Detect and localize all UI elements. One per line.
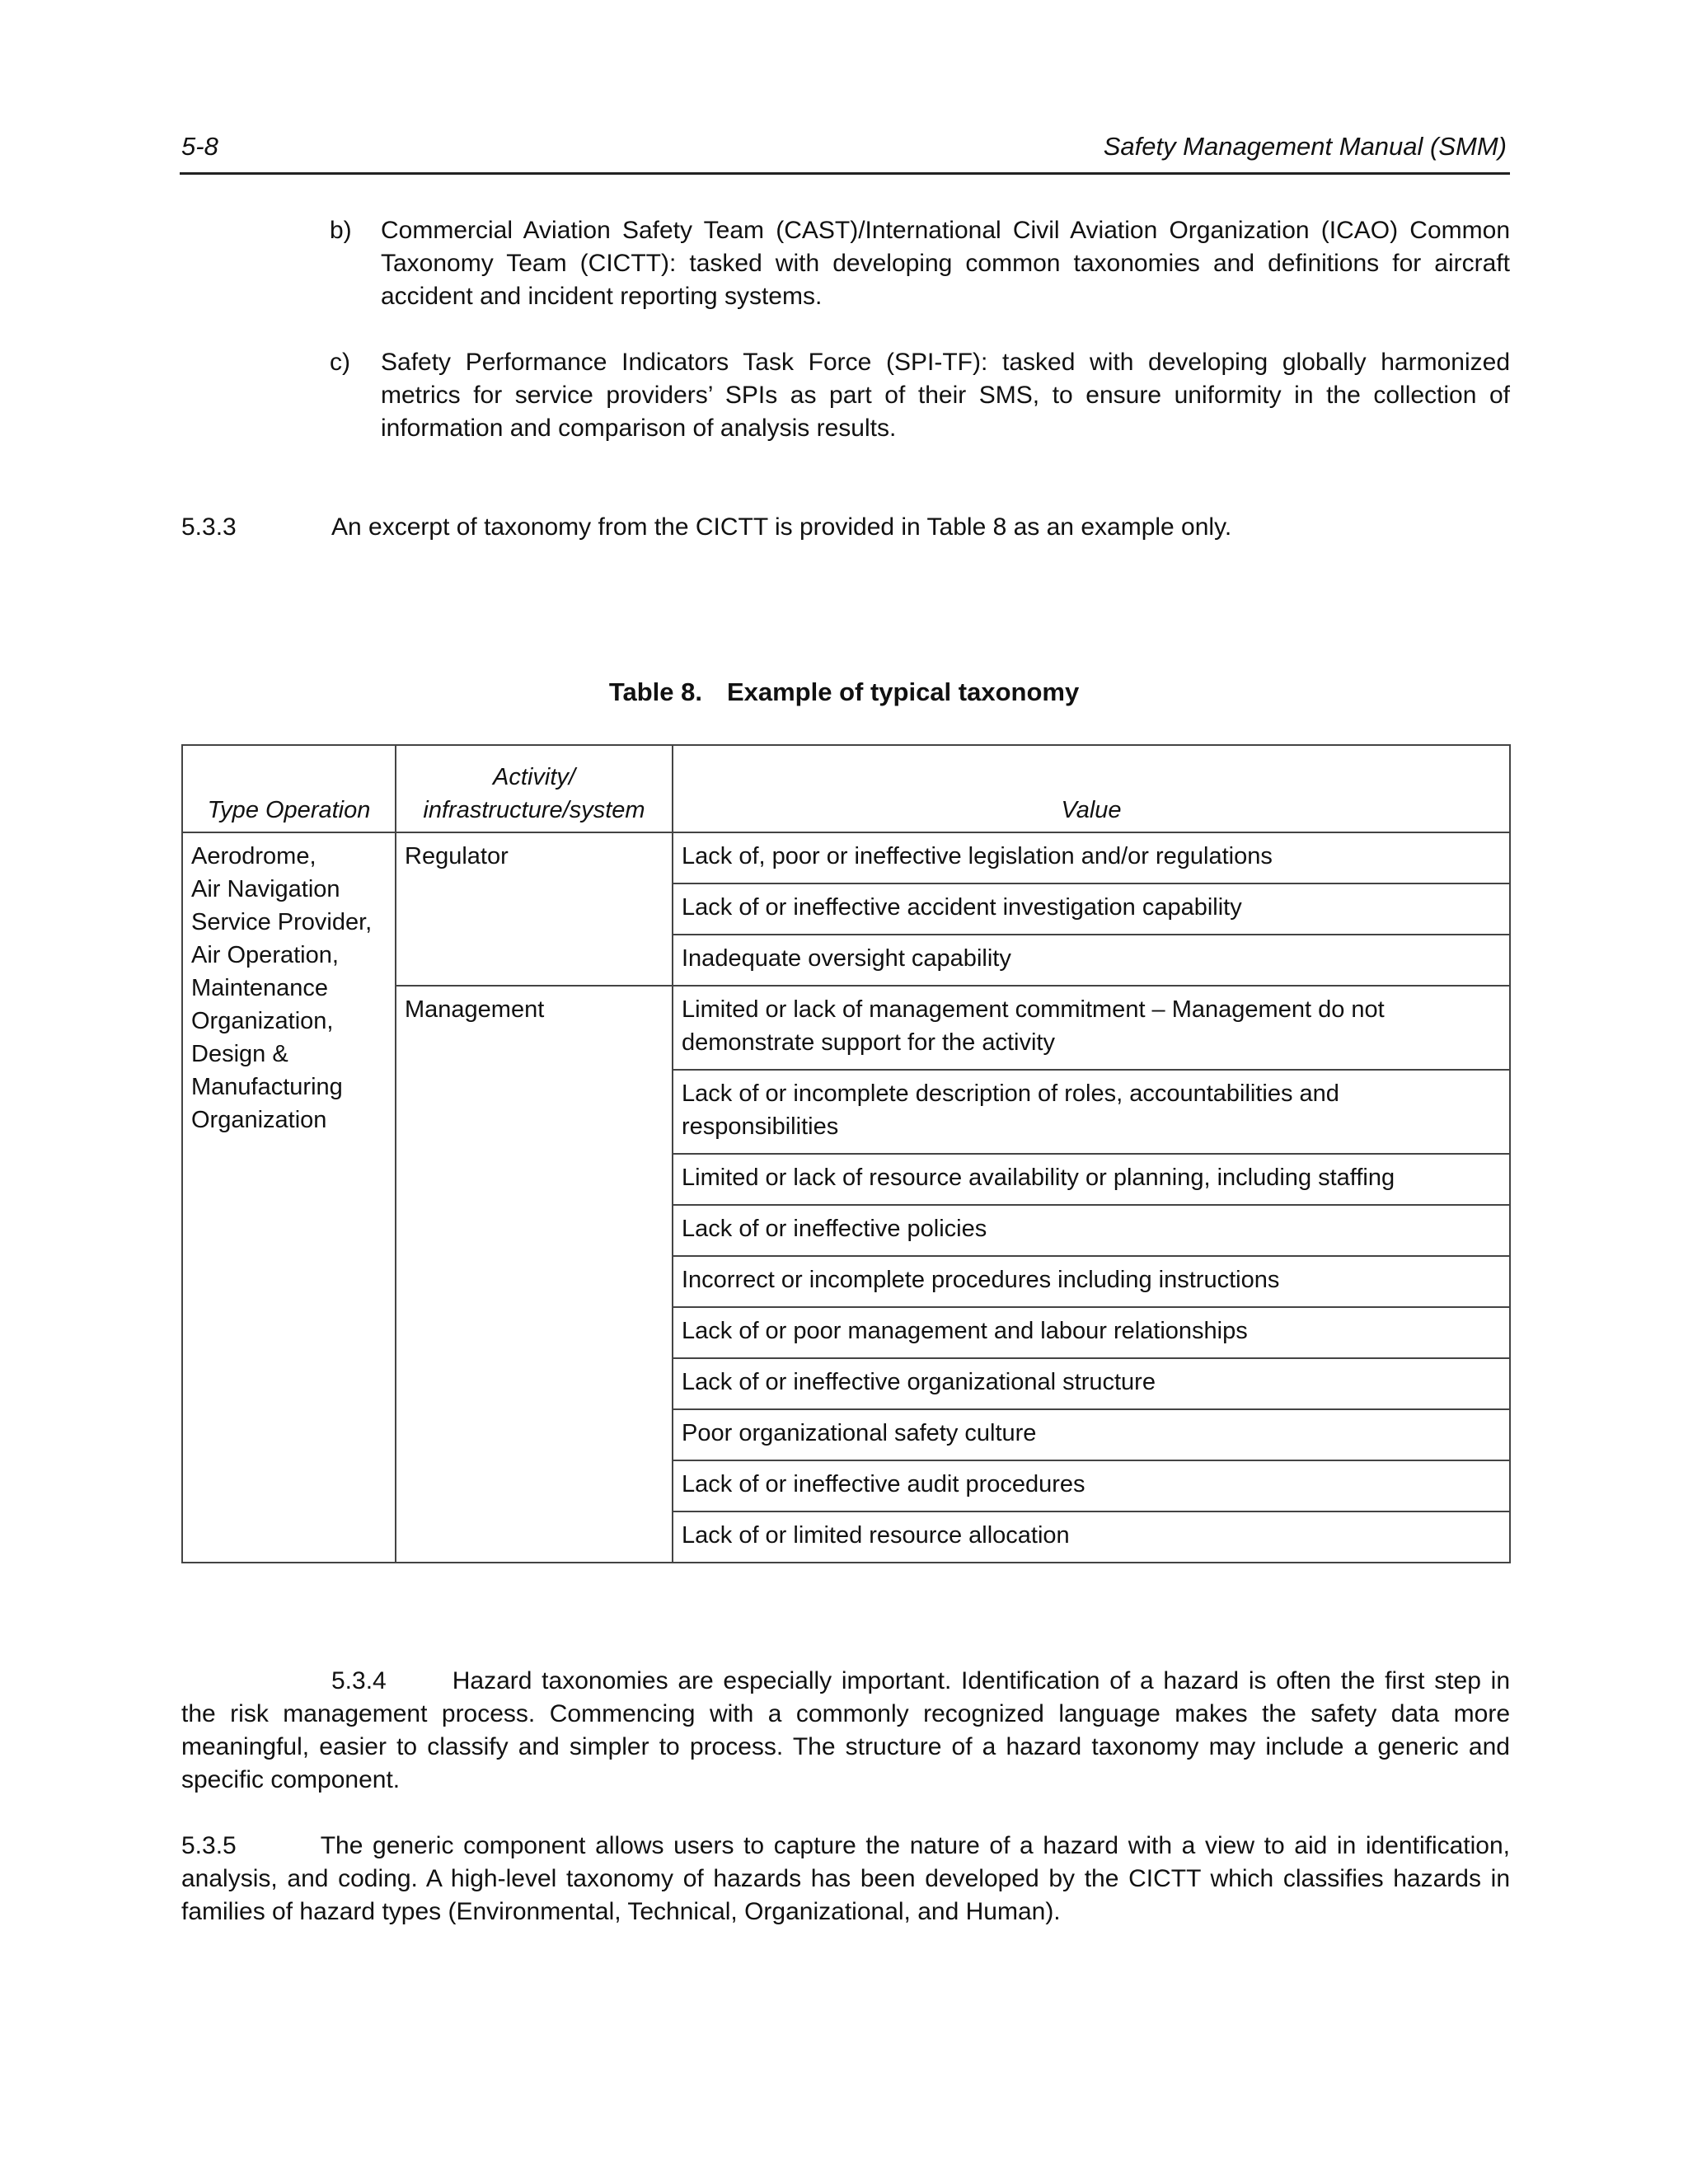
table-caption-number: Table 8. — [608, 677, 702, 706]
type-operation-line: Service Provider, — [191, 909, 373, 935]
table-caption — [0, 677, 1688, 707]
running-title: Safety Management Manual (SMM) — [1103, 132, 1507, 161]
paragraph-5-3-5 — [181, 1830, 1510, 1929]
header-activity — [396, 745, 673, 832]
type-operation-line: Air Operation, — [191, 942, 339, 968]
value-cell: Lack of or limited resource allocation — [673, 1511, 1510, 1563]
paragraph-5-3-4 — [181, 1665, 1510, 1797]
paragraph-5-3-4-number: 5.3.4 — [331, 1667, 387, 1694]
paragraph-5-3-4-text: Hazard taxonomies are especially important. Identification of a hazard is often the first step in the risk management process. Commencing with a commonly recognized language makes the safety data more meaningful, easier to classify and simpler to process. The structure of a hazard taxonomy may include a generic and specific component. — [181, 1667, 1510, 1793]
value-cell: Lack of or poor management and labour relationships — [673, 1307, 1510, 1358]
header-activity-line2: infrastructure/system — [423, 797, 645, 823]
list-item-c-text: Safety Performance Indicators Task Force (SPI-TF): tasked with developing globally harmonized metrics for service providers’ SPIs as part of their SMS, to ensure uniformity in the collection of information and comparison of analysis results. — [381, 349, 1510, 442]
value-cell: Incorrect or incomplete procedures including instructions — [673, 1256, 1510, 1307]
type-operation-line: Aerodrome, — [191, 843, 316, 869]
value-cell: Lack of or ineffective accident investigation capability — [673, 883, 1510, 935]
taxonomy-table — [181, 744, 1511, 1563]
type-operation-line: Organization, — [191, 1008, 334, 1034]
header-activity-line1: Activity/ — [493, 764, 575, 790]
value-cell: Limited or lack of management commitment – Management do not demonstrate support for the activity — [673, 986, 1510, 1070]
type-operation-cell — [182, 832, 396, 1563]
value-cell: Lack of, poor or ineffective legislation and/or regulations — [673, 832, 1510, 883]
value-cell: Lack of or ineffective organizational structure — [673, 1358, 1510, 1409]
header-rule — [180, 172, 1510, 175]
table-header-row — [182, 745, 1510, 832]
paragraph-5-3-3-text: An excerpt of taxonomy from the CICTT is provided in Table 8 as an example only. — [331, 513, 1232, 541]
paragraph-5-3-5-number: 5.3.5 — [181, 1832, 237, 1859]
value-cell: Lack of or incomplete description of roles, accountabilities and responsibilities — [673, 1070, 1510, 1154]
value-cell: Poor organizational safety culture — [673, 1409, 1510, 1460]
table-caption-title: Example of typical taxonomy — [726, 677, 1080, 706]
type-operation-line: Maintenance — [191, 975, 329, 1001]
list-item-b-text: Commercial Aviation Safety Team (CAST)/International Civil Aviation Organization (ICAO) Common Taxonomy Team (CICTT): tasked with developing common taxonomies and definitions for aircraft accident and incident reporting systems. — [381, 217, 1510, 310]
list-item-b-label: b) — [330, 217, 352, 244]
paragraph-5-3-5-text: The generic component allows users to capture the nature of a hazard with a view to aid in identification, analysis, and coding. A high-level taxonomy of hazards has been developed by the CICTT which classifies hazards in families of hazard types (Environmental, Technical, Organizational, and Human). — [181, 1832, 1510, 1925]
activity-regulator: Regulator — [396, 832, 673, 986]
type-operation-line: Manufacturing — [191, 1074, 343, 1100]
page-number: 5-8 — [181, 132, 218, 161]
paragraph-5-3-3-number: 5.3.3 — [181, 513, 237, 541]
type-operation-line: Air Navigation — [191, 876, 340, 902]
type-operation-line: Organization — [191, 1107, 327, 1133]
type-operation-line: Design & — [191, 1041, 288, 1067]
value-cell: Limited or lack of resource availability or planning, including staffing — [673, 1154, 1510, 1205]
table-row — [182, 832, 1510, 883]
value-cell: Lack of or ineffective policies — [673, 1205, 1510, 1256]
value-cell: Lack of or ineffective audit procedures — [673, 1460, 1510, 1511]
value-cell: Inadequate oversight capability — [673, 935, 1510, 986]
list-item-c-label: c) — [330, 349, 350, 376]
header-type-operation: Type Operation — [182, 745, 396, 832]
activity-management: Management — [396, 986, 673, 1563]
header-value: Value — [673, 745, 1510, 832]
